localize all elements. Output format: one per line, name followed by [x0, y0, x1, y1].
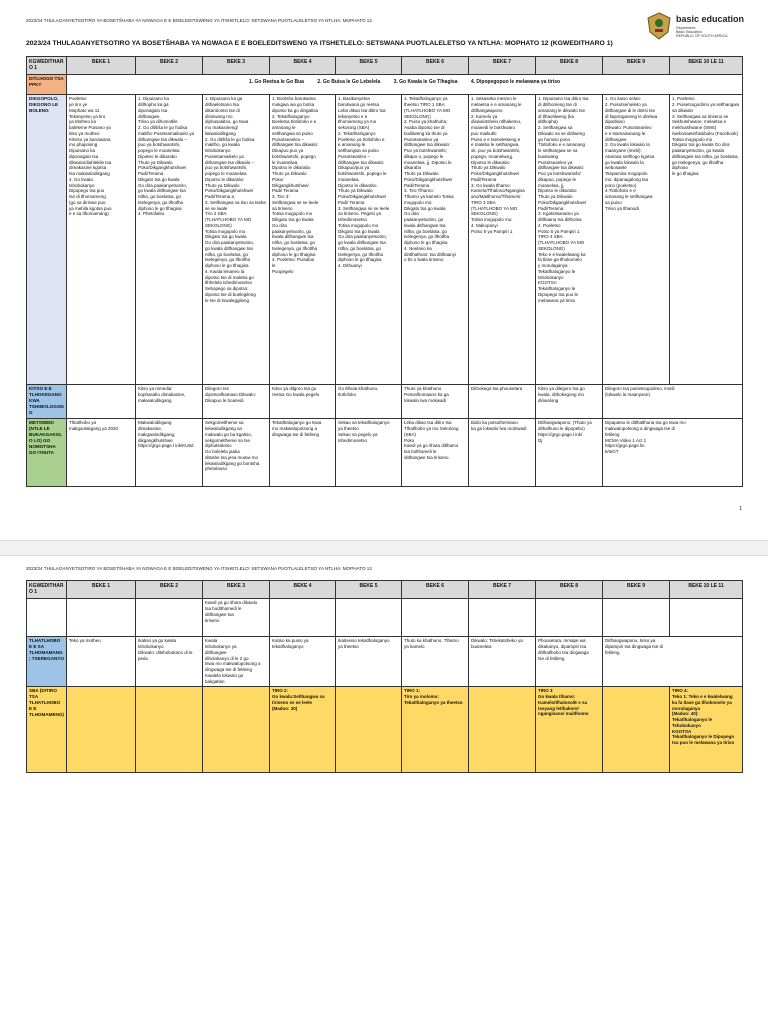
- cont-week-7: [469, 598, 536, 636]
- logo-line-2: Basic Education: [676, 30, 702, 34]
- media-week-8: Ditlhangwapono: (Thuto ya dithalhuno le dipopebo) https://grgo.page.l ink/ Dj: [536, 418, 603, 486]
- header-row-2: [27, 581, 743, 599]
- media-week-9-11: Dipapatso le ditlhatlhuna tsa go tswa mo makwalopotsong a dingwaga tse di fetileng MCMA Video 1 Act 1 https://grgo.page.lin k/teGT: [603, 418, 743, 486]
- page-header-text: 2023/24 THULAGANYETSOTIRO YA BOSETŠHABA YA NGWAGA E E BOELEDITSWENG YA ITSHETLELO: SETSWANA PUOTLALELETSO YA NTLHA: MOPHATO 12: [26, 18, 372, 23]
- cont-week-9: [603, 598, 670, 636]
- sba-week-10-11: TIRO 4: Teko 1: Teko e e kwalelwang ka fa tlase ga tlhokomelo ya morulaganya (Maduo: 40): Tekatlhaloganyo le Tshobokanyo KGOTSA Tekatlhaloganyo le Dipopego tsa puo le melawana ya tiriso: [670, 686, 743, 772]
- media-week-6: Leba dikao tsa ditiro tsa Tlhatlhobo ya mo Sekolong (SBA) Poko Kaedi ya go ithuta ditlhamo tsa bolthameli le ditlhangwe tsa tiriseno: [402, 418, 469, 486]
- content-row: [27, 94, 743, 384]
- assess-week-9-11: Ditlhangwapono, tiriso ya dipampiri tsa dingwaga tse di fetileng: [603, 636, 743, 686]
- content-week-10-11: 1. Poeletso 2. Puisetsogodimo ya setlhangwa sa dikwalo 3. Setlhangwa sa tiriseno se Sekhutshwane: melaetsa e mekhutshwane (SMS) /webosaete/faisibuku (Facebook) Totisa mogopolo mo Dikgato tsa go kwala Go dira paakanyetsotiro, go kwala ditlhangwe tsa ntlha, go boelatsa, go tselegenya, go tlhotlha diphoso le go tlhagisa: [670, 94, 743, 384]
- sba-week-4: TIRO 2: Go kwala:Setlhangwa sa tiriseno se se leele (Maduo: 30): [270, 686, 336, 772]
- goal-4: 4. Dipopegopuo le melawana ya tiriso: [470, 78, 561, 85]
- col-week-4: BEKE 4: [270, 57, 336, 75]
- cont-week-1: [67, 598, 136, 636]
- col-week-5: BEKE 5: [336, 57, 402, 75]
- plan-table-page-2: [26, 580, 743, 773]
- cont-week-3: Kaedi ya go ithuta dikwalo tsa bodithamedi le ditlhangwe tsa tiriseno: [203, 598, 270, 636]
- content-week-5: 1. Basikanyetsa barutwana go reetsa Leba dikao tsa ditiro tsa tekanyetso e e tlhomameng ya mo sekolong (SBA) 2. Tekatlhaloganyo Poeletso ya tlotlofoko e e amanang le setlhangwa sa puiso Puisotseanleo – ditlhangwe tsa dikwalo: Dikapuo/puo ya botshwantshi, popego le moanelwa. Dipotso le dikarabo Thuto ya Dikwalo Poko/Dikgangkhutshwe/ Padi/ Terama 3. Setlhangwa se se leele sa tiriseno. Pegelo ya tshedimosetso Totisa mogopolo mo Dikgato tsa go kwala Go dira paakanyetsotiro, go kwala ditlhangwe tsa ntlha, go boelatsa, go tselegenya, go tlhotlha diphoso le go tlhagisa 4. Dithuanyi: [336, 94, 402, 384]
- logo-line-1: Department:: [676, 26, 696, 30]
- page-number: 1: [739, 506, 742, 512]
- col-week-9-2: BEKE 9: [603, 581, 670, 599]
- goal-2: 2. Go Buisa le Go Lebelela: [317, 78, 381, 85]
- col-week-8-2: BEKE 8: [536, 581, 603, 599]
- row-label-media: METSWEDI (NTLE LE BUKAKGAKOLO LO) GO NOMOTSHA GO ITHUTA: [27, 418, 67, 486]
- media-week-4: Tekatlhaloganyo go tswa mo makwalopotsong a dingwaga tse di fetileng: [270, 418, 336, 486]
- resources-row: [27, 384, 743, 418]
- content-week-8: 1. Dipuisano tsa ditiro tsa di ditlhomeng tse di amanang le dikwalo tse di tlhaotilweng (ka ditlhopha) 2. Setlhangwa sa Dikwalo sa se dirilweng go humiso pono Tlotlofoko e e amanang le setlhangwa se sa buisiwang Puisotseanleo ya ditlhangwe tsa dikwalo: Puo ya botshwantshi/ dikapuo, popego le moanelwa, jj. Dipotso le dikarabo Thuto ya Dikwalo Poko/Dikgangkhutshwe/ Padi/Terama 3. Kgatsitsanamo ya ditlhaana tsa ditlhotsa 4. Poeletso Potso 5 ya Pampiri 1 TIRO 4 SBA (TLHATLHOBO YA MO SEKOLONG) Teko e e kwalelwang ka fa tlase ga tlhokomelo y morulaganya Tekatlhaloganyo le tshobokanyo KGOTSA Tekatlhaloganyo le Dipopego tsa puo le melawana ya tiriso: [536, 94, 603, 384]
- coat-of-arms-icon: [646, 12, 672, 40]
- sba-row: [27, 686, 743, 772]
- cont-week-6: [402, 598, 469, 636]
- assess-week-1: Teko ya motheo: [67, 636, 136, 686]
- content-week-1: Poeletso ye tiro ye Mophato wa 11 Tekanyetso ya tiro ya Motheo ka baleleme Puisano ya leko ya motheo Kitsiso ya barutwana mo phaposing Dipuisano ka diponagalo tsa dikwalo/diahlekile tsa dimakasine kgotsa tsa makwalodikgang 4. Go kwala tshobokanyo Dipopego tsa puo tse di tlhomameng (go sa diriswe puo ya mebila kgotsa puo e e sa tlhomamang): [67, 94, 136, 384]
- content-week-7: 1. Sekaseka mesmo le melaetsa e e amanang le ditlhangwapono 2. Kamelo ya diswalotshelo ntlhakemo, moanedi le botshwaro puo maikutlo Puiso e e tseneletseng e e maleba le setlhangwa, sk. puo ya botshwantshi, popego, moanelwa,jj. Dipotso le dikarabo Thuto ya Dikwalo Poko/Dikgangkhutshwe/ Padi/Terama 3. Go kwala tlhamo: Kamelo/Tlhaloso/Ngangisa ano/Maitlhomo/Tlhamelo: TIRO 3 SBA (TLHATLHOBO YA MO SEKOLONG) Totisa mogopolo mo: 4. Makopanyi Potso 5 ya Pampiri 1: [469, 94, 536, 384]
- col-term-2: KGWEDITHARO 1: [27, 581, 67, 599]
- resources-week-3: Dilegoro tse dipotsotlhamaso Dikwalo: Dikapuo le boanedi: [203, 384, 270, 418]
- cont-label: [27, 598, 67, 636]
- media-row: [27, 418, 743, 486]
- page-2: [0, 556, 768, 1024]
- ppkt-row: [27, 74, 743, 94]
- content-week-2: 1. Dipuisano ka ditlhopho ka ga diponagalo tsa ditlhangwe Tiriso ya dihomotlile 2. Go ditšiša le go fodisa maitlho Pusetsamaikaelo ya dithamgwe tsa dikwalo – puo ya botshwantshi, popego le moanelwa Dipoteo le dikarabo Thuto ya Dikwalo Poko/Dikgangkhutshwe/ Padi/Terama Dikgato tsa go kwala Go dira paakanyetsotiro, go kwala ditlhangwe tsa ntlha, go boelatsa, go tselegenya, go tlhotlha diphoso le go tlhagisa 4. Phetofalso: [136, 94, 203, 384]
- assess-week-8: Phousetara, mmape wa dikakanyo, dipampiri tsa ditlhatlhobo tsa dingwaga tse di fetileng: [536, 636, 603, 686]
- assess-week-6: Thuto ka khathuno, Tlhamo ya kamelo: [402, 636, 469, 686]
- media-week-2: Makwalodikgang dimakasine, makgwalodikgang, dikgangkhutshwe https://grgo.page.l ink/KU6d: [136, 418, 203, 486]
- goal-3: 3. Go Kwala le Go Tlhagisa: [393, 78, 458, 85]
- cont-week-8: [536, 598, 603, 636]
- cont-week-4: [270, 598, 336, 636]
- col-week-7: BEKE 7: [469, 57, 536, 75]
- content-week-9: 1. Go itaiso selwo 2. Puisotsemeleto ya ditlhangwe di le dintsi tse di fapologaneng le direlwa dipatlisiso Dikwalo: Puisotseanleo e e tsamaisanang le ditlhangwe 3. Go kwala lokwalo la maanyane (imeili): Atanasa setlhogo kgotsa go kwala lokwalo la webosaete Tsepamisa mogopolo mo: dipanagalong tsa pono (poeletso) 4.Tlotlofoko e e amanang le setlhangwa sa puiso Tiriso ya tlhanodi: [603, 94, 670, 384]
- cont-week-2: [136, 598, 203, 636]
- assess-week-5: Ikatiseiso tekatlhaloganyo ya theetso: [336, 636, 402, 686]
- sba-week-2: [136, 686, 203, 772]
- content-week-3: 1. Dipuisano ka ga dithaeletsano tsa dikarolontsi tse di dirisiwang mo diphasalatso, go tswa mo makasineng/ lakwalodikgang 2. Go ditšiša le go fodisa maitlho, go kwala tshobokanyo Puisetsamaikelo ya dithamgwe tsa dikwalo – puo ya botshwantshi, popego le moanelwa Dipotso le dikarabo Thuto ya Dikwalo Poko/Dikgangkhutshwe/ Padi/Terama a 3. Setlhangwa sa tiso sa tsebe se se lwale Tiro 2 SBA (TLHATLHOBO YA MO SEKOLONG) Totisa mogopolo mo Dikgato tsa go kwala Go dira paakanyetsotiro, go kwala ditlhangwe tsa ntlha, go boelatsa, go tselegenya, go tlhotlha diphoso le go tlhagisa 4. Kwala lenaneo la dipotso tse di maleba go tlhhelela tshedimosetso Sebopego sa dipotso: dipotso tse di buelegileng le tse di tswaleggileng: [203, 94, 270, 384]
- resources-week-8: Kitso ya dilegoro tsa go kwala, dithokegong mo diriwalong: [536, 384, 603, 418]
- plan-table-page-1: [26, 56, 743, 487]
- media-week-5: Sekao sa tekatlhaloganyo ya theetso Sekao sa pegelo ya tshedimosetso: [336, 418, 402, 486]
- row-label-content: DIKGOPOLO, DIKGONO LE BOLENG: [27, 94, 67, 384]
- ppkt-goals: [67, 74, 743, 94]
- media-week-7: Bidio ka potsotherisano ka ga lokwalo lwa motswadi: [469, 418, 536, 486]
- content-week-6: 1. Tekatlhaloganyo ya theetso TIRO 1 SBA (TLHATLHOBO YA MO SEKOLONG) 2. Puiso ya khathuha; Asaba dipotso tse di bodilweng ka thuto ya Puisotseanleo ya ditlhangwe tsa dikwalo: Puo ya botshwantshi; dikapo o, popego le moanelwa, jj. Dipotso le dikarabo Thuto ya Dikwalo Poko/Dikgangkhutshwe/ Padi/Terama 3. Tiro Tlhamo: Tlhamo ya kamelo Totisa mogopolo mo: Dikgato tsa go kwala Go dira paakanyetsotiro, go kwala ditlhangwe tsa ntlha, go boelatsa, go tselegenya, go tlhotlha diphoso le go tlhagisa 4. Neelano ka dintlhathuto: tsa ditlhaanyi o tlo o lwala tiriseno: [402, 94, 469, 384]
- col-week-2-2: BEKE 2: [136, 581, 203, 599]
- header-row: [27, 57, 743, 75]
- goal-1: 1. Go Reetsa le Go Bua: [248, 78, 304, 85]
- resources-week-1: [67, 384, 136, 418]
- col-term: KGWEDITHARO 1: [27, 57, 67, 75]
- col-week-3: BEKE 3: [203, 57, 270, 75]
- assessment-row: [27, 636, 743, 686]
- col-week-4-2: BEKE 4: [270, 581, 336, 599]
- row-label-ppkt: DITLHOGO TSA PPKT: [27, 74, 67, 94]
- page-title: 2023/24 THULAGANYETSOTIRO YA BOSETŠHABA YA NGWAGA E E BOELEDITSWENG YA ITSHETLELO: SETSWANA PUOTLALELETSO YA NTLHA: MOPHATO 12 (KGWEDITHARO 1): [26, 40, 613, 47]
- sba-week-6: TIRO 1: Tiro ya molomo: Tekatlhaloganyo ya theetso: [402, 686, 469, 772]
- col-week-7-2: BEKE 7: [469, 581, 536, 599]
- col-week-8: BEKE 8: [536, 57, 603, 75]
- row-label-resources: KITSO E E TLHOKEGANG KWA TSHIMOLOGONG: [27, 384, 67, 418]
- col-week-1: BEKE 1: [67, 57, 136, 75]
- assess-week-2: Ikatiso ya go kwala tshobokanyo Dikwalo: ditshobokano di le pedo: [136, 636, 203, 686]
- resources-week-6: Thuto ya khathuno Potsotlhomaano ka ga lokwalo lwa mokwadi: [402, 384, 469, 418]
- col-week-6-2: BEKE 6: [402, 581, 469, 599]
- media-week-3: Sekgometlheme sa lekwalodikgang sa makwalo go ba kgatiso, sekgometlheme sa tse diphatsalotso Go bolelela jaaka ditsebe tsa jesa moewi mo lekwalodikgang go bontsha phetolaoso: [203, 418, 270, 486]
- row-label-sba: SBA (DITIRO TSA TLHATLHOBO E E TLHOMAMENG): [27, 686, 67, 772]
- logo-brand: basic education: [676, 14, 745, 24]
- cont-week-5: [336, 598, 402, 636]
- col-week-3-2: BEKE 3: [203, 581, 270, 599]
- resources-week-2: Kitso ya mmedia: bophasalto dimakasine, makwalodikgang: [136, 384, 203, 418]
- sba-week-3: [203, 686, 270, 772]
- col-week-5-2: BEKE 5: [336, 581, 402, 599]
- col-week-6: BEKE 6: [402, 57, 469, 75]
- page-2-header-text: 2023/24 THULAGANYETSOTIRO YA BOSETŠHABA YA NGWAGA E E BOELEDITSWENG YA ITSHETLELO: SETSWANA PUOTLALELETSO YA NTLHA: MOPHATO 12: [26, 566, 372, 571]
- sba-week-5: [336, 686, 402, 772]
- logo-line-3: REPUBLIC OF SOUTH AFRICA: [676, 34, 728, 38]
- resources-week-9-11: Dilegoro tsa puisetsogodimo, imeili (lokwalo la maanyane): [603, 384, 743, 418]
- sba-week-9: [603, 686, 670, 772]
- col-week-9: BEKE 9: [603, 57, 670, 75]
- col-week-10-11: BEKE 10 LE 11: [670, 57, 743, 75]
- page-separator: [0, 540, 768, 556]
- row-label-assessment: TLHATLHOBO E E SA TLHOMAMANG; TSEREGANYO: [27, 636, 67, 686]
- resources-week-7: Dithokego tsa phousetara: [469, 384, 536, 418]
- sba-week-7: [469, 686, 536, 772]
- sba-week-8: TIRO 3 Go kwala tlhamo: Kamelo/tlhaloso/E e sa tseyang letlhakore/ ngangisano/ maitlhomo: [536, 686, 603, 772]
- resources-week-5: Go itlhuta khathuno, tlotlofoko: [336, 384, 402, 418]
- cont-week-10-11: [670, 598, 743, 636]
- sba-week-1: [67, 686, 136, 772]
- dbe-logo: [646, 10, 746, 44]
- col-week-1-2: BEKE 1: [67, 581, 136, 599]
- content-week-4: 1. Bontsha barutwana mokgwa wa go botsa dipotso ka go dingatisa 2. Tekatlhaloganyo Boeletsa tlotlofoko e e amanang le setlhangwa sa puiso Puisotseanleo – ditlhangwe tsa dikwalo: Dikapuo puo ya botshwantshi, popego le moanelwa. Dipotso le dikarabo Thuto ya Dikwalo Poko/ Dikgangkhutshwe/ Padi/ Terama 3. Tiro 3: Setlhangwa se se leele sa tiriseno Totisa mogopolo mo Dikgato tsa go kwala Go dira paakanyetsotiro, go kwala ditlhangwe tsa ntlha, go boelatsa, go tselegenya, go tlhotlha diphoso le go tlhagisa 4. Poeletso: Puisaboi le Puopegelo: [270, 94, 336, 384]
- continuation-row: [27, 598, 743, 636]
- assess-week-7: Dikwalo: Tshekatsheko ya buamelwa: [469, 636, 536, 686]
- col-week-10-11-2: BEKE 10 LE 11: [670, 581, 743, 599]
- assess-week-3: Kwala tshobokanyo ya ditlhangwe diholokanyo di le 2 go tswa mo makwalopotsong a dingwaga tse di fetileng Kwalela lokwalo go bakgatlan: [203, 636, 270, 686]
- col-week-2: BEKE 2: [136, 57, 203, 75]
- resources-week-4: Kitso ya dilgoro tsa go reetsa Go kwala pegelo: [270, 384, 336, 418]
- assess-week-4: Katiso ka puiso ya tekatlhaloganyo: [270, 636, 336, 686]
- media-week-1: Tlhatlhobo ya makgaolakgang ya 2020: [67, 418, 136, 486]
